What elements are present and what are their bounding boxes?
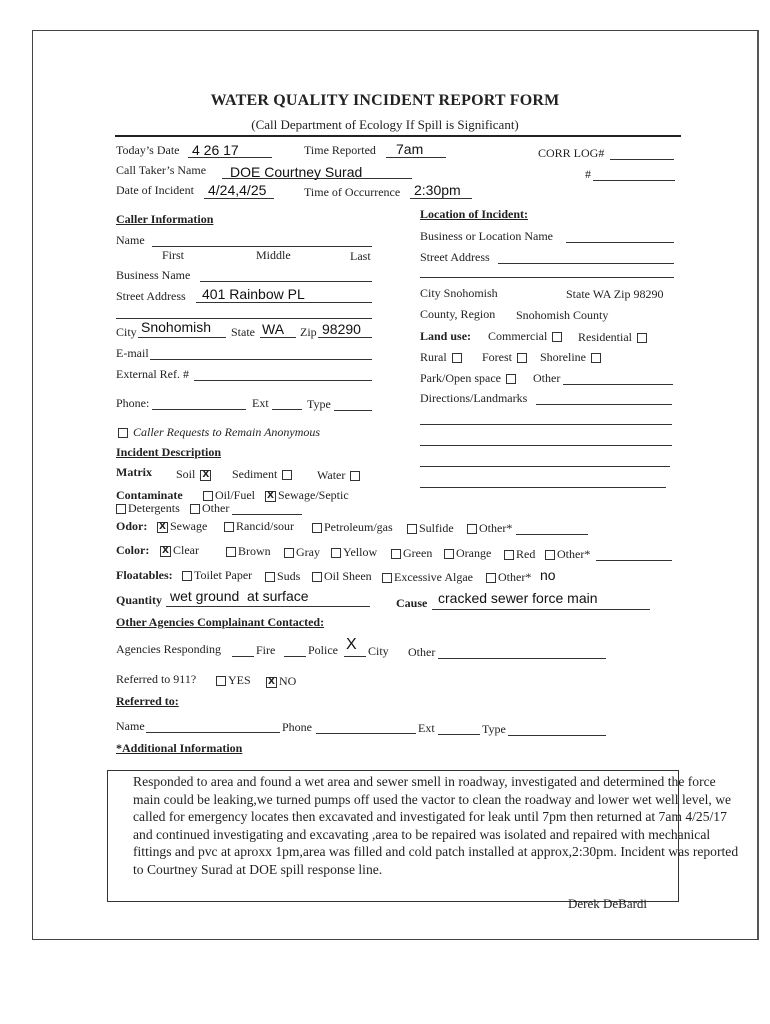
directions-line-4 xyxy=(420,466,670,467)
agency-other-label: Other xyxy=(408,645,436,659)
caller-zip-label: Zip xyxy=(300,325,317,339)
location-street-line-2 xyxy=(420,277,674,278)
caller-email-line xyxy=(150,359,372,360)
cause-line xyxy=(432,609,650,610)
algae-checkbox[interactable] xyxy=(382,573,392,583)
odor-rancid[interactable]: Rancid/sour xyxy=(222,519,294,534)
matrix-label: Matrix xyxy=(116,465,152,479)
contaminate-other-line xyxy=(232,514,302,515)
suds-checkbox[interactable] xyxy=(265,572,275,582)
contaminate-oil-fuel[interactable]: Oil/Fuel xyxy=(201,488,255,503)
first-label: First xyxy=(162,248,185,262)
floatables-algae[interactable]: Excessive Algae xyxy=(380,570,473,585)
referred-ext-label: Ext xyxy=(418,721,435,735)
commercial-checkbox[interactable] xyxy=(552,332,562,342)
time-occurrence-line xyxy=(410,198,472,199)
land-use-label: Land use: xyxy=(420,329,472,343)
call-taker-value: DOE Courtney Surad xyxy=(230,164,363,180)
park-checkbox[interactable] xyxy=(506,374,516,384)
oil-sheen-checkbox[interactable] xyxy=(312,572,322,582)
directions-line-3 xyxy=(420,445,672,446)
last-label: Last xyxy=(350,249,371,263)
agency-police[interactable]: Police xyxy=(308,643,338,657)
odor-petroleum[interactable]: Petroleum/gas xyxy=(310,520,393,535)
odor-sewage[interactable]: X Sewage xyxy=(155,519,207,534)
caller-phone-label: Phone: xyxy=(116,396,150,410)
matrix-soil[interactable]: Soil X xyxy=(176,467,213,482)
time-reported-label: Time Reported xyxy=(304,143,376,157)
odor-sewage-checkbox-checked[interactable]: X xyxy=(157,522,168,533)
corr-log-label: CORR LOG# xyxy=(538,146,605,160)
referred-phone-line xyxy=(316,733,416,734)
agency-city[interactable]: City xyxy=(368,644,389,658)
caller-phone-line xyxy=(152,409,246,410)
quantity-line xyxy=(166,606,370,607)
directions-label: Directions/Landmarks xyxy=(420,391,528,405)
caller-business-line xyxy=(200,281,372,282)
land-use-shoreline[interactable]: Shoreline xyxy=(540,350,603,365)
caller-type-label: Type xyxy=(307,397,331,411)
middle-label: Middle xyxy=(256,248,291,262)
land-use-commercial[interactable]: Commercial xyxy=(488,329,564,344)
additional-info-heading: *Additional Information xyxy=(116,741,243,755)
caller-city-label: City xyxy=(116,325,137,339)
time-reported-value: 7am xyxy=(396,141,424,157)
yes-checkbox[interactable] xyxy=(216,676,226,686)
directions-line-1 xyxy=(536,404,672,405)
color-yellow[interactable]: Yellow xyxy=(329,545,377,560)
odor-other[interactable]: Other* xyxy=(465,521,512,536)
caller-street-label: Street Address xyxy=(116,289,186,303)
land-use-park[interactable]: Park/Open space xyxy=(420,371,518,386)
gray-checkbox[interactable] xyxy=(284,548,294,558)
caller-zip-value: 98290 xyxy=(322,321,361,337)
referred-911-no[interactable]: X NO xyxy=(264,674,296,689)
odor-label: Odor: xyxy=(116,519,148,533)
call-taker-line xyxy=(222,178,412,179)
floatables-toilet-paper[interactable]: Toilet Paper xyxy=(180,568,252,583)
caller-street-value: 401 Rainbow PL xyxy=(202,286,305,302)
hash-line xyxy=(593,180,675,181)
color-orange[interactable]: Orange xyxy=(442,546,491,561)
quantity-label: Quantity xyxy=(116,593,163,607)
location-county-value: Snohomish County xyxy=(516,308,609,322)
contaminate-detergents[interactable]: Detergents xyxy=(114,501,180,516)
signature-name: Derek DeBardi xyxy=(568,896,648,911)
anonymous-option[interactable]: Caller Requests to Remain Anonymous xyxy=(116,425,320,440)
yellow-checkbox[interactable] xyxy=(331,548,341,558)
color-clear[interactable]: X Clear xyxy=(158,543,199,558)
anonymous-checkbox[interactable] xyxy=(118,428,128,438)
shoreline-checkbox[interactable] xyxy=(591,353,601,363)
caller-state-value: WA xyxy=(262,321,285,337)
toilet-paper-checkbox[interactable] xyxy=(182,571,192,581)
cause-value: cracked sewer force main xyxy=(438,590,598,606)
referred-ext-line xyxy=(438,734,480,735)
referred-911-yes[interactable]: YES xyxy=(214,673,251,688)
contaminate-sewage-septic[interactable]: X Sewage/Septic xyxy=(263,488,349,503)
soil-checkbox-checked[interactable]: X xyxy=(200,470,211,481)
directions-line-2 xyxy=(420,424,672,425)
referred-name-label: Name xyxy=(116,719,145,733)
todays-date-label: Today’s Date xyxy=(116,143,180,157)
hash-label: # xyxy=(585,167,591,181)
caller-ext-label: Ext xyxy=(252,396,269,410)
agency-other-line xyxy=(438,658,606,659)
color-other-checkbox[interactable] xyxy=(545,550,555,560)
cause-label: Cause xyxy=(396,596,428,610)
forest-checkbox[interactable] xyxy=(517,353,527,363)
caller-name-line xyxy=(152,246,372,247)
caller-city-value: Snohomish xyxy=(141,319,212,335)
police-line xyxy=(284,656,306,657)
caller-business-label: Business Name xyxy=(116,268,191,282)
sewage-septic-checkbox-checked[interactable]: X xyxy=(265,491,276,502)
location-heading: Location of Incident: xyxy=(420,207,528,221)
land-use-residential[interactable]: Residential xyxy=(578,330,649,345)
contaminate-label: Contaminate xyxy=(116,488,183,502)
city-line xyxy=(344,656,366,657)
residential-checkbox[interactable] xyxy=(637,333,647,343)
caller-state-label: State xyxy=(231,325,255,339)
odor-sulfide[interactable]: Sulfide xyxy=(405,521,454,536)
caller-street-line xyxy=(196,302,372,303)
location-state-zip: State WA Zip 98290 xyxy=(566,287,664,301)
caller-city-line xyxy=(138,337,226,338)
red-checkbox[interactable] xyxy=(504,550,514,560)
land-use-other-label: Other xyxy=(533,371,561,385)
caller-external-line xyxy=(194,380,372,381)
floatables-label: Floatables: xyxy=(116,568,173,582)
rural-checkbox[interactable] xyxy=(452,353,462,363)
land-use-other-line xyxy=(563,384,673,385)
location-business-label: Business or Location Name xyxy=(420,229,553,243)
clear-checkbox-checked[interactable]: X xyxy=(160,546,171,557)
matrix-water[interactable]: Water xyxy=(317,468,362,483)
land-use-rural[interactable]: Rural xyxy=(420,350,464,365)
green-checkbox[interactable] xyxy=(391,549,401,559)
floatables-other[interactable]: Other* xyxy=(484,570,531,585)
no-checkbox-checked[interactable]: X xyxy=(266,677,277,688)
call-taker-label: Call Taker’s Name xyxy=(116,163,207,177)
time-occurrence-label: Time of Occurrence xyxy=(304,185,401,199)
referred-type-line xyxy=(508,735,606,736)
caller-external-label: External Ref. # xyxy=(116,367,189,381)
sediment-checkbox[interactable] xyxy=(282,470,292,480)
date-incident-value: 4/24,4/25 xyxy=(208,182,267,198)
contaminate-other-checkbox[interactable] xyxy=(190,504,200,514)
petroleum-checkbox[interactable] xyxy=(312,523,322,533)
corr-log-line xyxy=(610,159,674,160)
matrix-sediment[interactable]: Sediment xyxy=(232,467,294,482)
location-business-line xyxy=(566,242,674,243)
agency-city-mark: X xyxy=(346,636,357,653)
caller-zip-line xyxy=(318,337,372,338)
oil-fuel-checkbox[interactable] xyxy=(203,491,213,501)
referred-911-label: Referred to 911? xyxy=(116,672,197,686)
floatables-other-checkbox[interactable] xyxy=(486,573,496,583)
color-gray[interactable]: Gray xyxy=(282,545,320,560)
odor-other-checkbox[interactable] xyxy=(467,524,477,534)
location-city: City Snohomish xyxy=(420,286,498,300)
caller-name-label: Name xyxy=(116,233,145,247)
land-use-forest[interactable]: Forest xyxy=(482,350,529,365)
caller-email-label: E-mail xyxy=(116,346,149,360)
referred-type-label: Type xyxy=(482,722,506,736)
quantity-value: wet ground at surface xyxy=(170,588,309,604)
brown-checkbox[interactable] xyxy=(226,547,236,557)
directions-line-5 xyxy=(420,487,666,488)
caller-ext-line xyxy=(272,409,302,410)
agencies-heading: Other Agencies Complainant Contacted: xyxy=(116,615,325,629)
additional-info-text: Responded to area and found a wet area and sewer smell in roadway, investigated and determined the force main could be leaking,we turned pumps off used the vactor to clean the roadway and lower wet well level, we called for emergency locates then excavated and investigated for leak until 7pm then returned at 7am 4/25/17 and continued investigating and excavating ,area to be repaired was isolated and repaired with mechanical fittings and pvc at aproxx 1pm,area was filled and cold patch installed at approx,2:30pm. Incident was reported to Courtney Surad at DOE spill response line. xyxy=(133,774,739,877)
orange-checkbox[interactable] xyxy=(444,549,454,559)
date-incident-line xyxy=(204,198,274,199)
todays-date-line xyxy=(188,157,272,158)
incident-heading: Incident Description xyxy=(116,445,221,459)
time-reported-line xyxy=(386,157,446,158)
color-other-line xyxy=(596,560,672,561)
floatables-other-value: no xyxy=(540,567,556,583)
odor-other-line xyxy=(516,534,588,535)
caller-type-line xyxy=(334,410,372,411)
agencies-responding-label: Agencies Responding xyxy=(116,642,221,656)
referred-phone-label: Phone xyxy=(282,720,312,734)
referred-to-heading: Referred to: xyxy=(116,694,179,708)
color-label: Color: xyxy=(116,543,150,557)
color-brown[interactable]: Brown xyxy=(224,544,271,559)
time-occurrence-value: 2:30pm xyxy=(414,182,461,198)
water-checkbox[interactable] xyxy=(350,471,360,481)
todays-date-value: 4 26 17 xyxy=(192,142,239,158)
location-street-label: Street Address xyxy=(420,250,490,264)
location-street-line xyxy=(498,263,674,264)
fire-line xyxy=(232,656,254,657)
date-incident-label: Date of Incident xyxy=(116,183,194,197)
detergents-checkbox[interactable] xyxy=(116,504,126,514)
caller-state-line xyxy=(260,337,296,338)
title-divider xyxy=(115,135,681,137)
floatables-oil-sheen[interactable]: Oil Sheen xyxy=(310,569,372,584)
color-green[interactable]: Green xyxy=(389,546,432,561)
floatables-suds[interactable]: Suds xyxy=(263,569,300,584)
sulfide-checkbox[interactable] xyxy=(407,524,417,534)
caller-info-heading: Caller Information xyxy=(116,212,214,226)
color-other[interactable]: Other* xyxy=(543,547,590,562)
form-title: WATER QUALITY INCIDENT REPORT FORM xyxy=(210,92,560,109)
rancid-checkbox[interactable] xyxy=(224,522,234,532)
color-red[interactable]: Red xyxy=(502,547,535,562)
form-subtitle: (Call Department of Ecology If Spill is Significant) xyxy=(251,117,519,132)
contaminate-other[interactable]: Other xyxy=(188,501,229,516)
location-county-label: County, Region xyxy=(420,307,496,321)
agency-fire[interactable]: Fire xyxy=(256,643,276,657)
referred-name-line xyxy=(146,732,280,733)
